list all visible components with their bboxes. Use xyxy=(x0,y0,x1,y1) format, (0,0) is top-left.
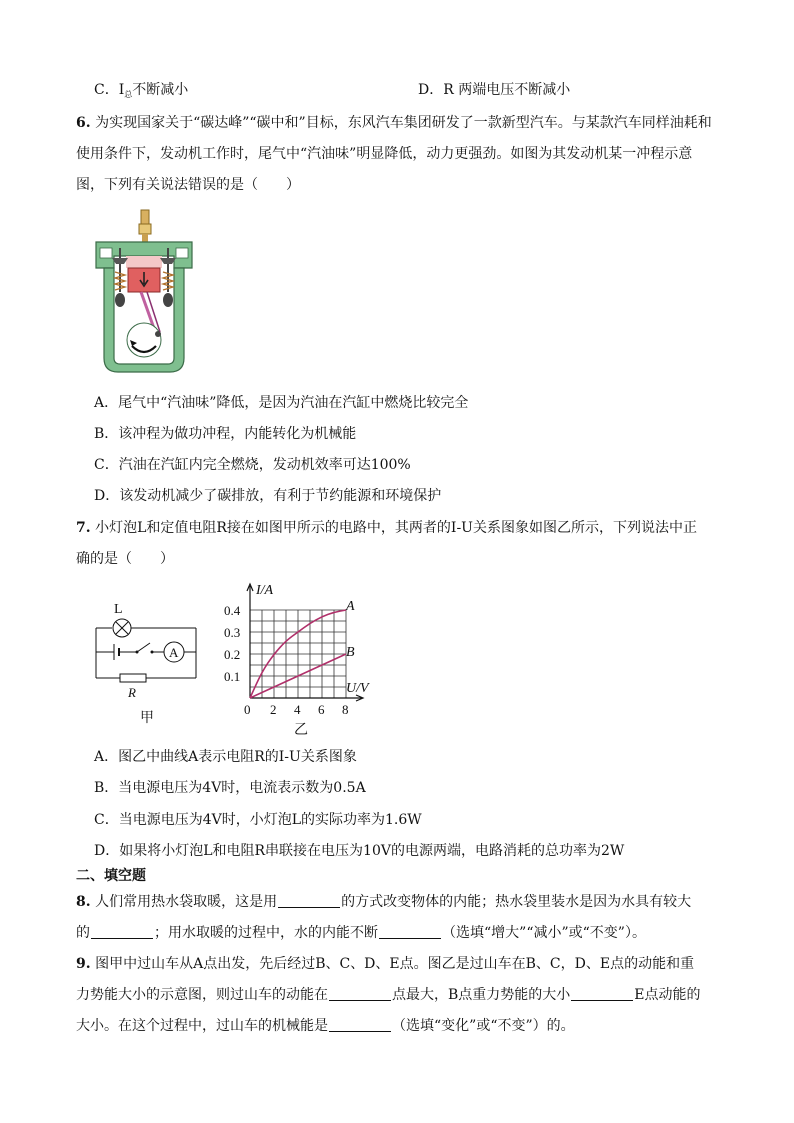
q6-option-c: C．汽油在汽缸内完全燃烧，发动机效率可达100% xyxy=(94,457,411,473)
q9-blank-1 xyxy=(329,986,391,1001)
q6-stem-line2: 使用条件下，发动机工作时，尾气中“汽油味”明显降低，动力更强劲。如图为其发动机某一冲程示意 xyxy=(76,146,693,162)
intake-port xyxy=(100,248,112,258)
iu-graph xyxy=(222,578,382,740)
q6-option-b: B．该冲程为做功冲程，内能转化为机械能 xyxy=(94,426,357,442)
circuit-diagram xyxy=(90,598,210,726)
q8-text-2b: ；用水取暖的过程中，水的内能不断 xyxy=(154,925,378,941)
q9-number: 9. xyxy=(76,956,91,972)
q7-stem-text1: 小灯泡L和定值电阻R接在如图甲所示的电路中，其两者的I-U关系图象如图乙所示，下列说法中正 xyxy=(95,520,697,536)
engine-diagram xyxy=(94,208,194,376)
q7-option-a: A．图乙中曲线A表示电阻R的I-U关系图象 xyxy=(94,749,357,765)
switch-blade xyxy=(137,643,150,652)
q7-number: 7. xyxy=(76,520,91,536)
q6-stem-line3: 图，下列有关说法错误的是（ ） xyxy=(76,177,300,193)
q8-number: 8. xyxy=(76,894,91,910)
q8-blank-3 xyxy=(379,924,441,939)
q5-option-c xyxy=(94,80,188,105)
q7-option-b: B．当电源电压为4V时，电流表示数为0.5A xyxy=(94,780,366,796)
q9-text-1: 图甲中过山车从A点出发，先后经过B、C、D、E点。图乙是过山车在B、C，D、E点的动能和重 xyxy=(95,956,695,972)
q9-blank-3 xyxy=(329,1017,391,1032)
q5-option-c-sub: 总 xyxy=(124,90,133,99)
q9-text-2b: 点最大，B点重力势能的大小 xyxy=(392,987,571,1003)
q9-text-3a: 大小。在这个过程中，过山车的机械能是 xyxy=(76,1018,328,1034)
q9-blank-2 xyxy=(571,986,633,1001)
graph-grid xyxy=(250,610,346,698)
graph-caption: 乙 xyxy=(294,723,308,738)
exhaust-port xyxy=(176,248,188,258)
q8-blank-2 xyxy=(91,924,153,939)
curve-a-label: A xyxy=(346,599,355,614)
spark-plug-tip xyxy=(142,234,148,242)
circuit-caption: 甲 xyxy=(140,711,154,726)
q7-stem-line2: 确的是（ ） xyxy=(76,551,174,567)
lamp-label: L xyxy=(114,602,123,617)
exhaust-cam xyxy=(163,293,173,307)
q5-option-c-suffix: 不断减小 xyxy=(132,82,189,98)
q8-text-1b: 的方式改变物体的内能；热水袋里装水是因为水具有较大 xyxy=(341,894,692,910)
q6-option-a: A．尾气中“汽油味”降低，是因为汽油在汽缸中燃烧比较完全 xyxy=(94,395,469,411)
spark-plug-top xyxy=(141,210,149,224)
q9-text-2a: 力势能大小的示意图，则过山车的动能在 xyxy=(76,987,328,1003)
q6-number: 6. xyxy=(76,115,91,131)
q9-line3 xyxy=(76,1016,575,1036)
x-tick-label: 2 xyxy=(270,702,277,717)
q8-text-1a: 人们常用热水袋取暖，这是用 xyxy=(95,894,278,910)
resistor-label: R xyxy=(128,685,136,700)
q8-blank-1 xyxy=(278,893,340,908)
y-tick-label: 0.1 xyxy=(224,669,241,684)
x-tick-label: 8 xyxy=(342,702,349,717)
combustion-chamber xyxy=(126,256,162,268)
q8-line1 xyxy=(76,892,691,912)
q8-text-2c: （选填“增大”“减小”或“不变”）。 xyxy=(442,925,646,941)
origin-label: 0 xyxy=(244,702,251,717)
q7-option-d: D．如果将小灯泡L和电阻R串联接在电压为10V的电源两端，电路消耗的总功率为2W xyxy=(94,843,625,859)
q6-stem-line1 xyxy=(76,113,712,133)
q9-line2 xyxy=(76,985,701,1005)
q9-line1 xyxy=(76,954,694,974)
q5-option-d: D．R 两端电压不断减小 xyxy=(418,82,571,98)
y-tick-label: 0.4 xyxy=(224,603,241,618)
x-axis-label: U/V xyxy=(346,681,369,696)
intake-cam xyxy=(115,293,125,307)
q8-line2 xyxy=(76,923,646,943)
section-title: 二、填空题 xyxy=(76,868,146,884)
q7-stem-line1 xyxy=(76,518,697,538)
spark-plug-body xyxy=(139,224,151,234)
crank-pin xyxy=(155,331,161,337)
q8-text-2a: 的 xyxy=(76,925,90,941)
q7-option-c: C．当电源电压为4V时，小灯泡L的实际功率为1.6W xyxy=(94,812,422,828)
y-tick-label: 0.3 xyxy=(224,625,241,640)
q9-text-2c: E点动能的 xyxy=(634,987,701,1003)
y-axis-label: I/A xyxy=(256,583,274,598)
ammeter-label: A xyxy=(169,645,179,660)
q6-option-d: D．该发动机减少了碳排放，有利于节约能源和环境保护 xyxy=(94,488,442,504)
curve-b-label: B xyxy=(346,645,355,660)
q6-stem-text1: 为实现国家关于“碳达峰”“碳中和”目标，东风汽车集团研发了一款新型汽车。与某款汽车同样油耗和 xyxy=(95,115,712,131)
y-tick-label: 0.2 xyxy=(224,647,241,662)
q9-text-3b: （选填“变化”或“不变”）的。 xyxy=(392,1018,575,1034)
resistor-symbol xyxy=(120,674,146,682)
x-tick-label: 4 xyxy=(294,702,301,717)
x-tick-label: 6 xyxy=(318,702,325,717)
q5-option-c-prefix: C．I xyxy=(94,82,125,98)
